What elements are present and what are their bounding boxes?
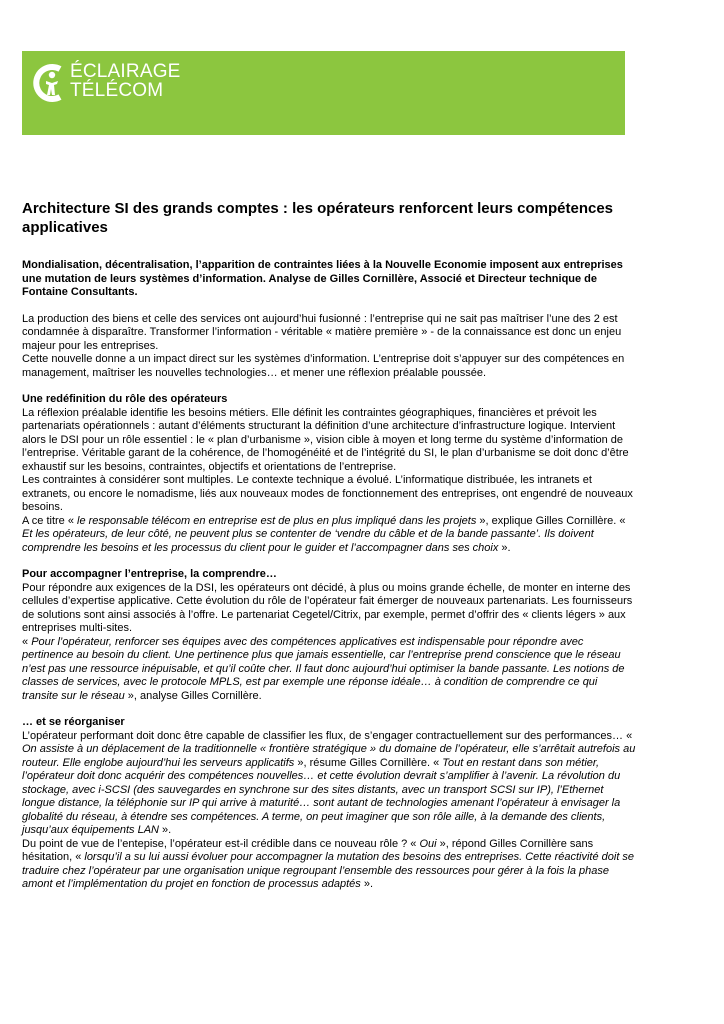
text-run: ».	[158, 824, 172, 836]
paragraph-reorganize-1	[22, 730, 636, 838]
logo-c-figure-icon	[30, 61, 74, 105]
paragraph-operators-1: La réflexion préalable identifie les besoins métiers. Elle définit les contraintes géographiques, financières et prévoit les partenariats opérationnels : autant d’éléments structurant la définition d’une architecture d’infrastructure logique. Intervient alors le DSI pour un rôle essentiel : le « plan d’urbanisme », vision cible à moyen et long terme du système d’information de l’entreprise. Véritable garant de la cohérence, de l’homogénéité et de l’intégrité du SI, le plan d’urbanisme se doit donc d’être exhaustif sur les besoins, contraintes, objectifs et orientations de l’entreprise.	[22, 406, 629, 473]
text-run: A ce titre «	[22, 514, 78, 527]
quote-text: Oui	[419, 837, 437, 850]
eclairage-telecom-logo	[30, 59, 200, 109]
text-run: ».	[360, 878, 373, 890]
quote-text: le responsable télécom en entreprise est de plus en plus impliqué dans les projets	[77, 514, 477, 527]
paragraph-accompany-2	[22, 636, 636, 704]
paragraph-intro-1: La production des biens et celle des services ont aujourd’hui fusionné : l’entreprise qui ne sait pas maîtriser l’une des 2 est condamnée à disparaître. Transformer l’information - véritable « matière première » - de la connaissance est donc un enjeu majeur pour les entreprises.	[22, 312, 622, 352]
text-run: «	[22, 635, 32, 648]
section-heading-operators: Une redéfinition du rôle des opérateurs	[22, 393, 228, 405]
quote-text: On assiste à un déplacement de la traditionnelle « frontière stratégique » du domaine de l’opérateur, elle s’arrêtait autrefois au routeur. Elle englobe aujourd’hui les serveurs applicatifs	[22, 743, 636, 769]
article	[22, 199, 636, 892]
paragraph-operators-2: Les contraintes à considérer sont multiples. Le contexte technique a évolué. L’informatique distribuée, les intranets et extranets, ou encore le nomadisme, liés aux nouveaux modes de fonctionnement des entreprises, ont engendré de nouveaux besoins.	[22, 474, 633, 513]
header-banner	[22, 51, 625, 135]
quote-text: Tout en restant dans son métier, l’opérateur doit donc acquérir des compétences nouvelles… et cette évolution devrait s’amplifier à l’avenir. La révolution du stockage, avec i-SCSI (des sauvegardes en synchrone sur des sites distants, avec un transport SCSI sur IP), l’Ethernet longue distance, la téléphonie sur IP qui arrive à maturité… sont autant de technologies amenant l’opérateur à envisager la globalité du réseau, à étendre ses compétences. A terme, on peut imaginer que son rôle aille, à la demande des clients, jusqu’aux équipements LAN	[22, 756, 621, 836]
paragraph-accompany-1: Pour répondre aux exigences de la DSI, les opérateurs ont décidé, à plus ou moins grande échelle, de monter en interne des cellules d’expertise applicative. Cette évolution du rôle de l’opérateur fait émerger de nouveaux partenariats. Les fournisseurs de solutions sont ainsi associés à l’offre. Le partenariat Cegetel/Citrix, par exemple, permet d’offrir des « clients légers » aux entreprises multi-sites.	[22, 581, 633, 634]
text-run: L’opérateur performant doit donc être capable de classifier les flux, de s’engager contractuellement sur des performances… «	[22, 729, 633, 742]
paragraph-operators-3	[22, 515, 636, 556]
article-title: Architecture SI des grands comptes : les opérateurs renforcent leurs compétences applicatives	[22, 200, 614, 236]
quote-text: lorsqu’il a su lui aussi évoluer pour accompagner la mutation des besoins des entreprises. Cette réactivité doit se traduire chez l’opérateur par une organisation unique regroupant l’ensemble des ressources pour gérer à la fois la phase amont et l’implémentation du projet en fonction de processus adaptés	[22, 851, 635, 890]
section-heading-accompany: Pour accompagner l’entreprise, la comprendre…	[22, 568, 277, 580]
text-run: », répond Gilles Cornillère sans hésitation, «	[22, 837, 594, 863]
logo-wordmark	[70, 62, 181, 100]
text-run: ».	[498, 541, 511, 554]
text-run: Du point de vue de l’entepise, l’opérateur est-il crédible dans ce nouveau rôle ? «	[22, 837, 420, 850]
paragraph-intro-2: Cette nouvelle donne a un impact direct sur les systèmes d’information. L’entreprise doit s’appuyer sur des compétences en management, maîtriser les nouvelles technologies… et mener une réflexion préalable poussée.	[22, 353, 625, 379]
quote-text: Pour l’opérateur, renforcer ses équipes avec des compétences applicatives est indispensable pour répondre avec pertinence au besoin du client. Une pertinence plus que jamais essentielle, car l’entreprise prend conscience que le réseau n’est pas une ressource inépuisable, et qu’il coûte cher. Il faut donc aujourd’hui optimiser la bande passante. Les notions de classes de services, avec le protocole MPLS, est par exemple une réponse idéale… à condition de comprendre ce qui transite sur le réseau	[22, 635, 625, 702]
article-lead: Mondialisation, décentralisation, l’apparition de contraintes liées à la Nouvelle Economie imposent aux entreprises une mutation de leurs systèmes d’information. Analyse de Gilles Cornillère, Associé et Directeur technique de Fontaine Consultants.	[22, 259, 623, 298]
logo-line-2: TÉLÉCOM	[70, 80, 164, 101]
logo-line-1: ÉCLAIRAGE	[70, 61, 181, 82]
section-heading-reorganize: … et se réorganiser	[22, 716, 125, 728]
paragraph-reorganize-2	[22, 838, 636, 892]
text-run: », analyse Gilles Cornillère.	[124, 689, 262, 702]
text-run: », résume Gilles Cornillère. «	[294, 756, 443, 769]
text-run: », explique Gilles Cornillère. «	[476, 514, 626, 527]
quote-text: Et les opérateurs, de leur côté, ne peuvent plus se contenter de ‘vendre du câble et de la bande passante’. Ils doivent comprendre les besoins et les processus du client pour le guider et l’accompagner dans ses choix	[22, 528, 594, 554]
